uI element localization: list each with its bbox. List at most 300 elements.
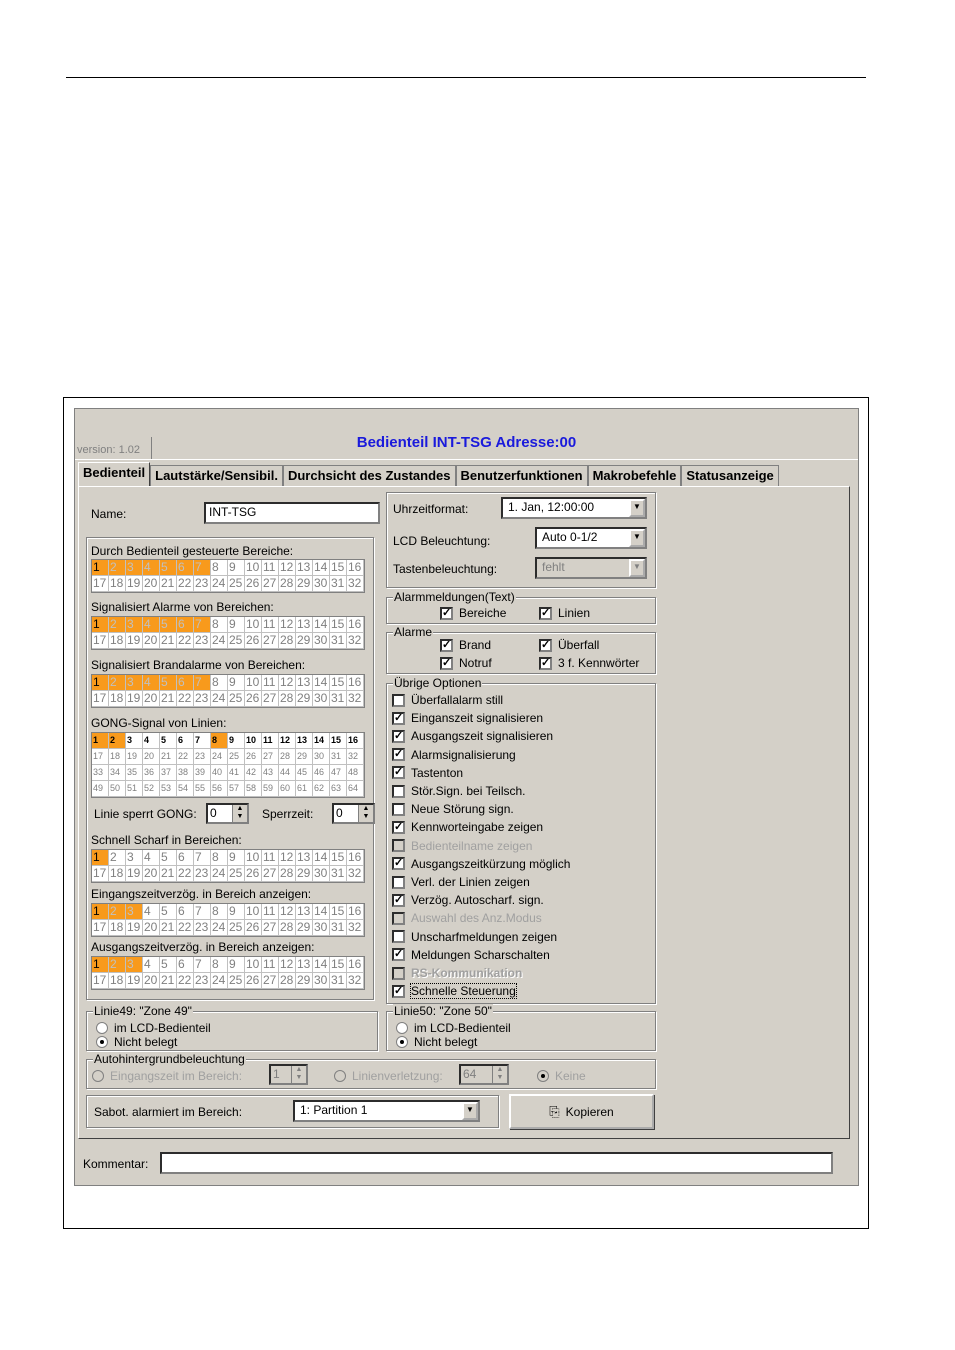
cell-6[interactable]: 6 (177, 957, 194, 973)
cell-28[interactable]: 28 (279, 633, 296, 649)
cell-5[interactable]: 5 (160, 850, 177, 866)
cell-15[interactable]: 15 (330, 560, 347, 576)
cell-26[interactable]: 26 (245, 691, 262, 707)
option-checkbox[interactable] (392, 857, 570, 871)
cell-28[interactable]: 28 (279, 866, 296, 882)
cell-6[interactable]: 6 (177, 850, 194, 866)
cell-20[interactable]: 20 (143, 691, 160, 707)
cell-24[interactable]: 24 (211, 866, 228, 882)
cell-29[interactable]: 29 (296, 866, 313, 882)
option-checkbox[interactable] (392, 966, 522, 980)
cell-17[interactable]: 17 (92, 920, 109, 936)
cell-26[interactable]: 26 (245, 633, 262, 649)
cell-7[interactable]: 7 (194, 957, 211, 973)
cell-11[interactable]: 11 (262, 560, 279, 576)
cell-4[interactable]: 4 (143, 617, 160, 633)
cell-18[interactable]: 18 (109, 866, 126, 882)
cell-3[interactable]: 3 (126, 675, 143, 691)
cell-47[interactable]: 47 (330, 765, 347, 781)
cell-30[interactable]: 30 (313, 576, 330, 592)
cell-20[interactable]: 20 (143, 866, 160, 882)
cell-22[interactable]: 22 (177, 576, 194, 592)
cell-26[interactable]: 26 (245, 749, 262, 765)
cell-14[interactable]: 14 (313, 850, 330, 866)
cell-33[interactable]: 33 (92, 765, 109, 781)
cell-2[interactable]: 2 (109, 850, 126, 866)
cell-2[interactable]: 2 (109, 560, 126, 576)
cell-43[interactable]: 43 (262, 765, 279, 781)
tab-bedienteil[interactable]: Bedienteil (78, 462, 150, 486)
cell-31[interactable]: 31 (330, 866, 347, 882)
cell-15[interactable]: 15 (330, 904, 347, 920)
cell-22[interactable]: 22 (177, 973, 194, 989)
cell-1[interactable]: 1 (92, 675, 109, 691)
option-checkbox[interactable] (392, 748, 516, 762)
cell-30[interactable]: 30 (313, 691, 330, 707)
cell-13[interactable]: 13 (296, 733, 313, 749)
eingangszeit-radio[interactable] (92, 1069, 242, 1083)
cell-32[interactable]: 32 (347, 973, 364, 989)
cell-9[interactable]: 9 (228, 850, 245, 866)
cell-14[interactable]: 14 (313, 733, 330, 749)
cell-14[interactable]: 14 (313, 957, 330, 973)
cell-30[interactable]: 30 (313, 633, 330, 649)
cell-9[interactable]: 9 (228, 957, 245, 973)
cell-20[interactable]: 20 (143, 633, 160, 649)
cell-29[interactable]: 29 (296, 749, 313, 765)
cell-10[interactable]: 10 (245, 675, 262, 691)
cell-22[interactable]: 22 (177, 691, 194, 707)
option-checkbox[interactable] (392, 911, 542, 925)
cell-62[interactable]: 62 (313, 781, 330, 797)
cell-13[interactable]: 13 (296, 957, 313, 973)
cell-1[interactable]: 1 (92, 904, 109, 920)
cell-15[interactable]: 15 (330, 675, 347, 691)
cell-6[interactable]: 6 (177, 617, 194, 633)
cell-15[interactable]: 15 (330, 733, 347, 749)
linie49-nicht-radio[interactable] (96, 1035, 177, 1049)
cell-2[interactable]: 2 (109, 957, 126, 973)
cell-23[interactable]: 23 (194, 749, 211, 765)
cell-53[interactable]: 53 (160, 781, 177, 797)
cell-11[interactable]: 11 (262, 957, 279, 973)
cell-10[interactable]: 10 (245, 560, 262, 576)
cell-9[interactable]: 9 (228, 904, 245, 920)
cell-28[interactable]: 28 (279, 576, 296, 592)
cell-61[interactable]: 61 (296, 781, 313, 797)
cell-20[interactable]: 20 (143, 920, 160, 936)
cell-22[interactable]: 22 (177, 749, 194, 765)
option-checkbox[interactable] (392, 893, 544, 907)
cell-19[interactable]: 19 (126, 866, 143, 882)
cell-27[interactable]: 27 (262, 920, 279, 936)
cell-3[interactable]: 3 (126, 733, 143, 749)
cell-11[interactable]: 11 (262, 675, 279, 691)
cell-25[interactable]: 25 (228, 633, 245, 649)
cell-15[interactable]: 15 (330, 850, 347, 866)
cell-27[interactable]: 27 (262, 866, 279, 882)
cell-17[interactable]: 17 (92, 866, 109, 882)
cell-7[interactable]: 7 (194, 560, 211, 576)
tab-benutzerfunktionen[interactable]: Benutzerfunktionen (456, 465, 588, 486)
cell-23[interactable]: 23 (194, 691, 211, 707)
cell-6[interactable]: 6 (177, 675, 194, 691)
cell-2[interactable]: 2 (109, 675, 126, 691)
cell-25[interactable]: 25 (228, 576, 245, 592)
cell-32[interactable]: 32 (347, 749, 364, 765)
cell-14[interactable]: 14 (313, 617, 330, 633)
cell-18[interactable]: 18 (109, 633, 126, 649)
cell-8[interactable]: 8 (211, 560, 228, 576)
option-checkbox[interactable] (392, 693, 503, 707)
cell-30[interactable]: 30 (313, 866, 330, 882)
cell-4[interactable]: 4 (143, 957, 160, 973)
chevron-down-icon[interactable]: ▼ (462, 1102, 478, 1120)
cell-27[interactable]: 27 (262, 576, 279, 592)
cell-2[interactable]: 2 (109, 904, 126, 920)
cell-29[interactable]: 29 (296, 973, 313, 989)
cell-21[interactable]: 21 (160, 576, 177, 592)
cell-6[interactable]: 6 (177, 560, 194, 576)
cell-11[interactable]: 11 (262, 617, 279, 633)
cell-23[interactable]: 23 (194, 866, 211, 882)
sperrzeit-spinner[interactable] (332, 803, 375, 824)
cell-30[interactable]: 30 (313, 749, 330, 765)
option-checkbox[interactable] (392, 930, 557, 944)
cell-14[interactable]: 14 (313, 560, 330, 576)
linie49-lcd-radio[interactable] (96, 1021, 211, 1035)
cell-3[interactable]: 3 (126, 957, 143, 973)
cell-7[interactable]: 7 (194, 904, 211, 920)
cell-45[interactable]: 45 (296, 765, 313, 781)
cell-19[interactable]: 19 (126, 973, 143, 989)
cell-31[interactable]: 31 (330, 691, 347, 707)
bereiche-checkbox[interactable] (440, 606, 506, 620)
cell-30[interactable]: 30 (313, 920, 330, 936)
cell-28[interactable]: 28 (279, 973, 296, 989)
cell-15[interactable]: 15 (330, 957, 347, 973)
cell-6[interactable]: 6 (177, 904, 194, 920)
cell-44[interactable]: 44 (279, 765, 296, 781)
cell-32[interactable]: 32 (347, 576, 364, 592)
cell-17[interactable]: 17 (92, 576, 109, 592)
cell-24[interactable]: 24 (211, 749, 228, 765)
cell-58[interactable]: 58 (245, 781, 262, 797)
cell-5[interactable]: 5 (160, 617, 177, 633)
cell-17[interactable]: 17 (92, 749, 109, 765)
cell-8[interactable]: 8 (211, 850, 228, 866)
cell-24[interactable]: 24 (211, 633, 228, 649)
cell-20[interactable]: 20 (143, 576, 160, 592)
cell-9[interactable]: 9 (228, 560, 245, 576)
cell-10[interactable]: 10 (245, 850, 262, 866)
cell-12[interactable]: 12 (279, 617, 296, 633)
cell-19[interactable]: 19 (126, 749, 143, 765)
cell-8[interactable]: 8 (211, 675, 228, 691)
cell-42[interactable]: 42 (245, 765, 262, 781)
cell-24[interactable]: 24 (211, 691, 228, 707)
cell-7[interactable]: 7 (194, 617, 211, 633)
cell-12[interactable]: 12 (279, 850, 296, 866)
option-checkbox[interactable] (392, 711, 543, 725)
cell-27[interactable]: 27 (262, 691, 279, 707)
cell-49[interactable]: 49 (92, 781, 109, 797)
cell-5[interactable]: 5 (160, 957, 177, 973)
cell-10[interactable]: 10 (245, 733, 262, 749)
cell-54[interactable]: 54 (177, 781, 194, 797)
linie-sperrt-spinner[interactable] (206, 803, 249, 824)
cell-12[interactable]: 12 (279, 675, 296, 691)
cell-52[interactable]: 52 (143, 781, 160, 797)
cell-25[interactable]: 25 (228, 749, 245, 765)
cell-11[interactable]: 11 (262, 733, 279, 749)
cell-11[interactable]: 11 (262, 850, 279, 866)
cell-21[interactable]: 21 (160, 749, 177, 765)
cell-40[interactable]: 40 (211, 765, 228, 781)
cell-8[interactable]: 8 (211, 617, 228, 633)
cell-31[interactable]: 31 (330, 920, 347, 936)
cell-26[interactable]: 26 (245, 973, 262, 989)
cell-5[interactable]: 5 (160, 560, 177, 576)
cell-1[interactable]: 1 (92, 733, 109, 749)
cell-17[interactable]: 17 (92, 691, 109, 707)
linienverletzung-radio[interactable] (334, 1069, 443, 1083)
option-checkbox[interactable] (392, 948, 550, 962)
cell-12[interactable]: 12 (279, 560, 296, 576)
chevron-down-icon[interactable]: ▼ (629, 529, 645, 547)
cell-25[interactable]: 25 (228, 866, 245, 882)
cell-59[interactable]: 59 (262, 781, 279, 797)
cell-16[interactable]: 16 (347, 850, 364, 866)
cell-15[interactable]: 15 (330, 617, 347, 633)
cell-16[interactable]: 16 (347, 617, 364, 633)
cell-50[interactable]: 50 (109, 781, 126, 797)
cell-7[interactable]: 7 (194, 733, 211, 749)
kopieren-button[interactable] (509, 1094, 654, 1129)
cell-22[interactable]: 22 (177, 633, 194, 649)
cell-8[interactable]: 8 (211, 957, 228, 973)
cell-4[interactable]: 4 (143, 850, 160, 866)
cell-11[interactable]: 11 (262, 904, 279, 920)
spinner-arrows-icon[interactable]: ▲ ▼ (358, 805, 373, 822)
cell-12[interactable]: 12 (279, 957, 296, 973)
cell-23[interactable]: 23 (194, 973, 211, 989)
cell-60[interactable]: 60 (279, 781, 296, 797)
cell-21[interactable]: 21 (160, 920, 177, 936)
cell-16[interactable]: 16 (347, 957, 364, 973)
cell-39[interactable]: 39 (194, 765, 211, 781)
option-checkbox[interactable] (392, 729, 553, 743)
cell-55[interactable]: 55 (194, 781, 211, 797)
cell-23[interactable]: 23 (194, 576, 211, 592)
cell-4[interactable]: 4 (143, 733, 160, 749)
cell-21[interactable]: 21 (160, 866, 177, 882)
cell-29[interactable]: 29 (296, 691, 313, 707)
cell-31[interactable]: 31 (330, 973, 347, 989)
cell-3[interactable]: 3 (126, 560, 143, 576)
cell-34[interactable]: 34 (109, 765, 126, 781)
cell-26[interactable]: 26 (245, 866, 262, 882)
cell-18[interactable]: 18 (109, 973, 126, 989)
uhrzeit-select[interactable] (501, 497, 647, 519)
cell-16[interactable]: 16 (347, 675, 364, 691)
cell-13[interactable]: 13 (296, 904, 313, 920)
cell-28[interactable]: 28 (279, 920, 296, 936)
linien-checkbox[interactable] (539, 606, 590, 620)
cell-4[interactable]: 4 (143, 904, 160, 920)
cell-32[interactable]: 32 (347, 633, 364, 649)
cell-10[interactable]: 10 (245, 617, 262, 633)
cell-7[interactable]: 7 (194, 850, 211, 866)
cell-14[interactable]: 14 (313, 904, 330, 920)
cell-20[interactable]: 20 (143, 749, 160, 765)
cell-20[interactable]: 20 (143, 973, 160, 989)
chevron-down-icon[interactable]: ▼ (629, 499, 645, 517)
cell-32[interactable]: 32 (347, 920, 364, 936)
cell-13[interactable]: 13 (296, 617, 313, 633)
cell-21[interactable]: 21 (160, 691, 177, 707)
tab-makrobefehle[interactable]: Makrobefehle (588, 465, 682, 486)
cell-10[interactable]: 10 (245, 957, 262, 973)
cell-23[interactable]: 23 (194, 633, 211, 649)
cell-37[interactable]: 37 (160, 765, 177, 781)
cell-32[interactable]: 32 (347, 866, 364, 882)
cell-9[interactable]: 9 (228, 733, 245, 749)
cell-29[interactable]: 29 (296, 920, 313, 936)
cell-24[interactable]: 24 (211, 576, 228, 592)
cell-12[interactable]: 12 (279, 733, 296, 749)
cell-41[interactable]: 41 (228, 765, 245, 781)
cell-22[interactable]: 22 (177, 866, 194, 882)
kommentar-input[interactable] (160, 1152, 833, 1174)
cell-12[interactable]: 12 (279, 904, 296, 920)
cell-1[interactable]: 1 (92, 560, 109, 576)
lcd-select[interactable] (535, 527, 647, 549)
cell-21[interactable]: 21 (160, 633, 177, 649)
cell-24[interactable]: 24 (211, 920, 228, 936)
option-checkbox[interactable] (392, 984, 516, 998)
name-input[interactable]: INT-TSG (204, 502, 380, 524)
cell-23[interactable]: 23 (194, 920, 211, 936)
cell-6[interactable]: 6 (177, 733, 194, 749)
cell-4[interactable]: 4 (143, 560, 160, 576)
cell-13[interactable]: 13 (296, 675, 313, 691)
cell-16[interactable]: 16 (347, 904, 364, 920)
cell-51[interactable]: 51 (126, 781, 143, 797)
cell-18[interactable]: 18 (109, 576, 126, 592)
cell-21[interactable]: 21 (160, 973, 177, 989)
cell-27[interactable]: 27 (262, 633, 279, 649)
cell-32[interactable]: 32 (347, 691, 364, 707)
cell-22[interactable]: 22 (177, 920, 194, 936)
cell-14[interactable]: 14 (313, 675, 330, 691)
notruf-checkbox[interactable] (440, 656, 492, 670)
cell-4[interactable]: 4 (143, 675, 160, 691)
cell-38[interactable]: 38 (177, 765, 194, 781)
cell-56[interactable]: 56 (211, 781, 228, 797)
cell-3[interactable]: 3 (126, 617, 143, 633)
cell-13[interactable]: 13 (296, 850, 313, 866)
cell-24[interactable]: 24 (211, 973, 228, 989)
cell-5[interactable]: 5 (160, 733, 177, 749)
cell-31[interactable]: 31 (330, 633, 347, 649)
cell-36[interactable]: 36 (143, 765, 160, 781)
cell-19[interactable]: 19 (126, 920, 143, 936)
cell-1[interactable]: 1 (92, 617, 109, 633)
cell-26[interactable]: 26 (245, 576, 262, 592)
cell-48[interactable]: 48 (347, 765, 364, 781)
cell-57[interactable]: 57 (228, 781, 245, 797)
cell-28[interactable]: 28 (279, 691, 296, 707)
cell-3[interactable]: 3 (126, 850, 143, 866)
cell-25[interactable]: 25 (228, 920, 245, 936)
cell-2[interactable]: 2 (109, 733, 126, 749)
cell-25[interactable]: 25 (228, 973, 245, 989)
sabot-select[interactable] (293, 1100, 480, 1122)
cell-8[interactable]: 8 (211, 733, 228, 749)
tab-durchsicht[interactable]: Durchsicht des Zustandes (283, 465, 456, 486)
cell-5[interactable]: 5 (160, 675, 177, 691)
cell-9[interactable]: 9 (228, 617, 245, 633)
option-checkbox[interactable] (392, 820, 543, 834)
cell-2[interactable]: 2 (109, 617, 126, 633)
kennwoerter-checkbox[interactable] (539, 656, 639, 670)
cell-64[interactable]: 64 (347, 781, 364, 797)
cell-35[interactable]: 35 (126, 765, 143, 781)
cell-27[interactable]: 27 (262, 749, 279, 765)
cell-9[interactable]: 9 (228, 675, 245, 691)
cell-31[interactable]: 31 (330, 749, 347, 765)
option-checkbox[interactable] (392, 784, 526, 798)
cell-13[interactable]: 13 (296, 560, 313, 576)
cell-31[interactable]: 31 (330, 576, 347, 592)
cell-19[interactable]: 19 (126, 691, 143, 707)
cell-18[interactable]: 18 (109, 749, 126, 765)
option-checkbox[interactable] (392, 839, 532, 853)
cell-29[interactable]: 29 (296, 633, 313, 649)
linie50-nicht-radio[interactable] (396, 1035, 477, 1049)
keine-radio[interactable] (537, 1069, 586, 1083)
cell-16[interactable]: 16 (347, 733, 364, 749)
cell-25[interactable]: 25 (228, 691, 245, 707)
cell-17[interactable]: 17 (92, 633, 109, 649)
cell-10[interactable]: 10 (245, 904, 262, 920)
cell-8[interactable]: 8 (211, 904, 228, 920)
linie50-lcd-radio[interactable] (396, 1021, 511, 1035)
cell-16[interactable]: 16 (347, 560, 364, 576)
cell-27[interactable]: 27 (262, 973, 279, 989)
spinner-arrows-icon[interactable]: ▲ ▼ (232, 805, 247, 822)
tab-lautstaerke[interactable]: Lautstärke/Sensibil. (150, 465, 283, 486)
option-checkbox[interactable] (392, 875, 530, 889)
cell-5[interactable]: 5 (160, 904, 177, 920)
cell-19[interactable]: 19 (126, 633, 143, 649)
ueberfall-checkbox[interactable] (539, 638, 599, 652)
cell-18[interactable]: 18 (109, 920, 126, 936)
cell-17[interactable]: 17 (92, 973, 109, 989)
cell-1[interactable]: 1 (92, 957, 109, 973)
tab-statusanzeige[interactable]: Statusanzeige (681, 465, 778, 486)
cell-63[interactable]: 63 (330, 781, 347, 797)
cell-18[interactable]: 18 (109, 691, 126, 707)
cell-26[interactable]: 26 (245, 920, 262, 936)
option-checkbox[interactable] (392, 766, 463, 780)
cell-19[interactable]: 19 (126, 576, 143, 592)
cell-28[interactable]: 28 (279, 749, 296, 765)
cell-3[interactable]: 3 (126, 904, 143, 920)
option-checkbox[interactable] (392, 802, 514, 816)
cell-30[interactable]: 30 (313, 973, 330, 989)
